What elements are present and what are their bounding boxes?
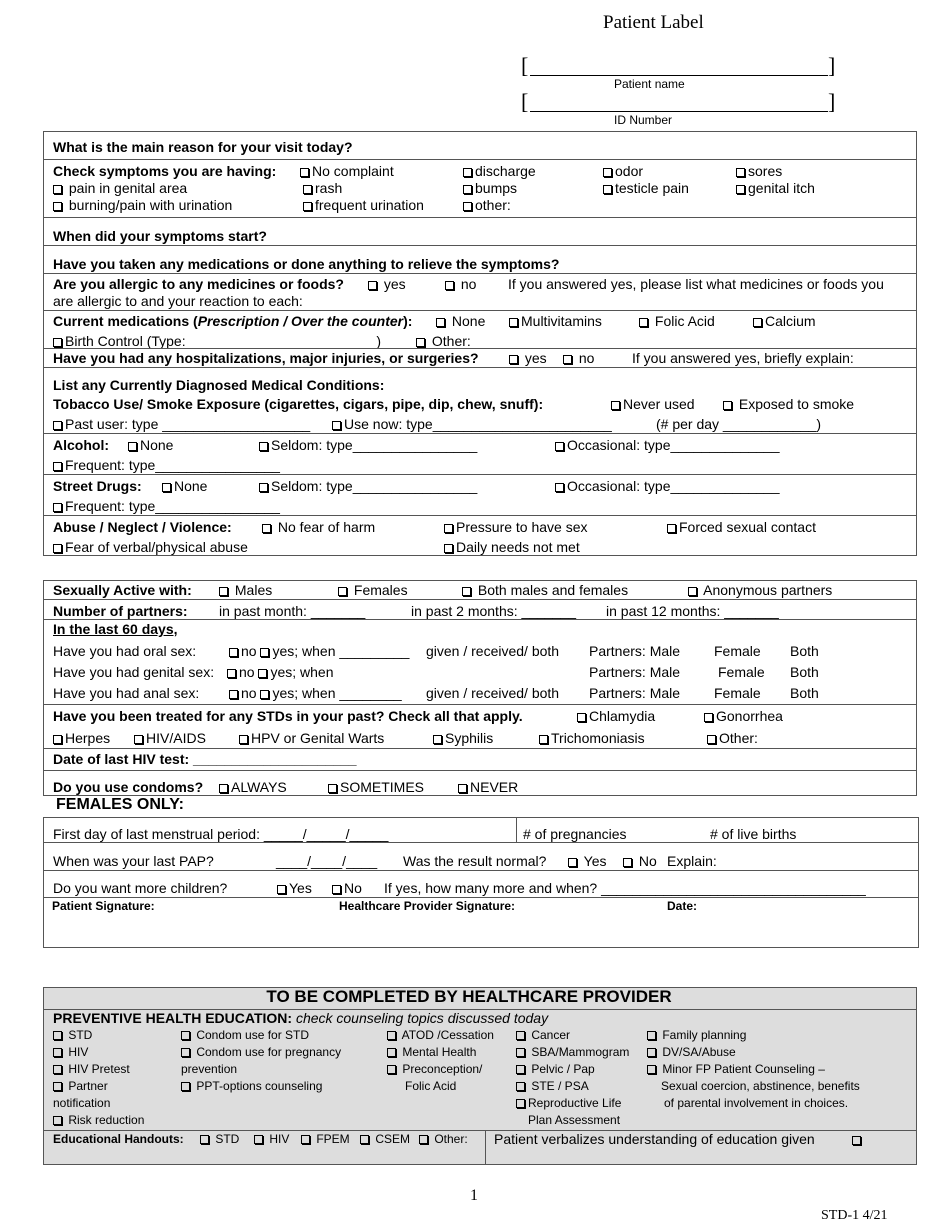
condoms-always[interactable]: ALWAYS	[219, 779, 287, 795]
oral-partners-female: Female	[714, 643, 761, 659]
checkbox-icon	[219, 784, 228, 793]
abuse-fear-verbal[interactable]: Fear of verbal/physical abuse	[53, 539, 248, 555]
checkbox-icon	[229, 690, 238, 699]
checkbox-icon	[128, 442, 137, 451]
page-number: 1	[470, 1187, 478, 1204]
symptom-bumps[interactable]: bumps	[463, 180, 517, 196]
topic-reproductive-life[interactable]: Reproductive Life	[516, 1096, 621, 1110]
drugs-seldom[interactable]: Seldom: type________________	[259, 478, 477, 494]
checkbox-icon	[623, 858, 632, 867]
checkbox-icon	[639, 318, 648, 327]
symptom-sores[interactable]: sores	[736, 163, 782, 179]
checkbox-icon	[360, 1135, 369, 1144]
partners-past-month[interactable]: in past month: _______	[219, 603, 366, 619]
checkbox-icon	[603, 168, 612, 177]
std-hiv-aids[interactable]: HIV/AIDS	[134, 730, 206, 746]
topic-cancer[interactable]: Cancer	[516, 1028, 570, 1042]
condoms-sometimes[interactable]: SOMETIMES	[328, 779, 424, 795]
active-males[interactable]: Males	[219, 582, 272, 598]
verbalizes-checkbox[interactable]	[852, 1131, 864, 1147]
checkbox-icon	[539, 735, 548, 744]
anal-sex-options[interactable]: no yes; when ________	[229, 685, 402, 701]
symptom-discharge[interactable]: discharge	[463, 163, 536, 179]
topic-condom-prevention: prevention	[181, 1062, 238, 1076]
signature-date-label[interactable]: Date:	[667, 899, 698, 913]
topic-plan-assessment: Plan Assessment	[528, 1113, 621, 1127]
checkbox-icon	[555, 483, 564, 492]
checkbox-icon	[577, 713, 586, 722]
std-other[interactable]: Other:	[707, 730, 758, 746]
patient-label-title: Patient Label	[603, 12, 704, 33]
symptom-genital-itch[interactable]: genital itch	[736, 180, 815, 196]
tobacco-exposed[interactable]: Exposed to smoke	[723, 396, 854, 412]
meds-folic-acid[interactable]: Folic Acid	[639, 313, 715, 329]
checkbox-icon	[303, 185, 312, 194]
checkbox-icon	[262, 524, 271, 533]
checkbox-icon	[516, 1065, 525, 1074]
symptom-testicle-pain[interactable]: testicle pain	[603, 180, 689, 196]
checkbox-icon	[516, 1031, 525, 1040]
hospitalization-question: Have you had any hospitalizations, major injuries, or surgeries?	[53, 350, 479, 366]
abuse-forced[interactable]: Forced sexual contact	[667, 519, 816, 535]
topic-mental-health[interactable]: Mental Health	[387, 1045, 476, 1059]
tobacco-never-used[interactable]: Never used	[611, 396, 695, 412]
checkbox-icon	[303, 202, 312, 211]
checkbox-icon	[458, 784, 467, 793]
checkbox-icon	[260, 648, 269, 657]
checkbox-icon	[416, 338, 425, 347]
checkbox-icon	[181, 1031, 190, 1040]
checkbox-icon	[387, 1065, 396, 1074]
checkbox-icon	[462, 587, 471, 596]
topic-minor-fp[interactable]: Minor FP Patient Counseling –	[647, 1062, 825, 1076]
genital-sex-options[interactable]: no yes; when	[227, 664, 334, 680]
sexually-active-label: Sexually Active with:	[53, 582, 192, 598]
tobacco-label: Tobacco Use/ Smoke Exposure (cigarettes, cigars, pipe, dip, chew, snuff):	[53, 396, 544, 412]
provider-section-title: TO BE COMPLETED BY HEALTHCARE PROVIDER	[266, 987, 672, 1006]
checkbox-icon	[688, 587, 697, 596]
topic-risk-reduction[interactable]: Risk reduction	[53, 1113, 144, 1127]
anal-partners-male: Partners: Male	[589, 685, 681, 701]
checkbox-icon	[53, 185, 62, 194]
checkbox-icon	[419, 1135, 428, 1144]
checkbox-icon	[219, 587, 228, 596]
topic-minor-fp-cont2: of parental involvement in choices.	[664, 1096, 849, 1110]
current-medications-label: Current medications (Prescription / Over the counter):	[53, 313, 413, 329]
checkbox-icon	[53, 1065, 62, 1074]
checkbox-icon	[436, 318, 445, 327]
active-both[interactable]: Both males and females	[462, 582, 628, 598]
symptoms-label: Check symptoms you are having:	[53, 163, 277, 179]
checkbox-icon	[53, 421, 62, 430]
symptom-burning[interactable]: burning/pain with urination	[53, 197, 232, 213]
checkbox-icon	[516, 1082, 525, 1091]
std-history-question: Have you been treated for any STDs in your past? Check all that apply.	[53, 708, 523, 724]
checkbox-icon	[568, 858, 577, 867]
topic-family-planning[interactable]: Family planning	[647, 1028, 746, 1042]
handout-other[interactable]: Other:	[419, 1132, 468, 1146]
checkbox-icon	[301, 1135, 310, 1144]
oral-sex-options[interactable]: no yes; when _________	[229, 643, 409, 659]
genital-partners-both: Both	[790, 664, 819, 680]
checkbox-icon	[300, 168, 309, 177]
abuse-label: Abuse / Neglect / Violence:	[53, 519, 232, 535]
partners-past-12-months[interactable]: in past 12 months: _______	[606, 603, 779, 619]
checkbox-icon	[723, 401, 732, 410]
bracket-close: ]	[828, 53, 836, 78]
meds-other[interactable]: Other:	[416, 333, 471, 349]
condoms-never[interactable]: NEVER	[458, 779, 518, 795]
oral-partners-male: Partners: Male	[589, 643, 681, 659]
symptom-frequent-urination[interactable]: frequent urination	[303, 197, 424, 213]
checkbox-icon	[368, 281, 377, 290]
std-herpes[interactable]: Herpes	[53, 730, 110, 746]
checkbox-icon	[387, 1031, 396, 1040]
checkbox-icon	[53, 1082, 62, 1091]
checkbox-icon	[338, 587, 347, 596]
std-gonorrhea[interactable]: Gonorrhea	[704, 708, 783, 724]
checkbox-icon	[53, 1048, 62, 1057]
handout-hiv[interactable]: HIV	[254, 1132, 289, 1146]
handout-csem[interactable]: CSEM	[360, 1132, 410, 1146]
meds-multivitamins[interactable]: Multivitamins	[509, 313, 602, 329]
checkbox-icon	[444, 524, 453, 533]
oral-sex-question: Have you had oral sex:	[53, 643, 197, 659]
bracket-close: ]	[828, 89, 836, 114]
checkbox-icon	[736, 168, 745, 177]
allergy-note-cont: are allergic to and your reaction to each:	[53, 293, 303, 309]
patient-name-field[interactable]	[530, 75, 828, 76]
topic-sba-mammogram[interactable]: SBA/Mammogram	[516, 1045, 629, 1059]
alcohol-seldom[interactable]: Seldom: type________________	[259, 437, 477, 453]
checkbox-icon	[259, 483, 268, 492]
checkbox-icon	[259, 442, 268, 451]
checkbox-icon	[603, 185, 612, 194]
checkbox-icon	[736, 185, 745, 194]
anal-sex-question: Have you had anal sex:	[53, 685, 200, 701]
checkbox-icon	[563, 355, 572, 364]
checkbox-icon	[707, 735, 716, 744]
topic-ppt-options[interactable]: PPT-options counseling	[181, 1079, 322, 1093]
partners-label: Number of partners:	[53, 603, 188, 619]
allergy-note: If you answered yes, please list what medicines or foods you	[508, 276, 884, 292]
topic-folic-acid: Folic Acid	[405, 1079, 457, 1093]
last-60-days-heading: In the last 60 days,	[53, 621, 178, 637]
pap-normal-no[interactable]: No	[623, 853, 657, 869]
checkbox-icon	[53, 544, 62, 553]
checkbox-icon	[53, 462, 62, 471]
checkbox-icon	[200, 1135, 209, 1144]
checkbox-icon	[444, 544, 453, 553]
checkbox-icon	[53, 503, 62, 512]
checkbox-icon	[53, 1031, 62, 1040]
live-births-field[interactable]: # of live births	[710, 826, 797, 842]
anal-given-received: given / received/ both	[426, 685, 560, 701]
checkbox-icon	[516, 1099, 525, 1108]
preventive-education-heading: PREVENTIVE HEALTH EDUCATION: check counseling topics discussed today	[53, 1010, 549, 1026]
children-no[interactable]: No	[332, 880, 362, 896]
checkbox-icon	[227, 669, 236, 678]
alcohol-label: Alcohol:	[53, 437, 109, 453]
checkbox-icon	[704, 713, 713, 722]
bracket-open: [	[521, 89, 529, 114]
checkbox-icon	[277, 885, 286, 894]
checkbox-icon	[162, 483, 171, 492]
topic-hiv[interactable]: HIV	[53, 1045, 88, 1059]
checkbox-icon	[516, 1048, 525, 1057]
menstrual-period-field[interactable]: First day of last menstrual period: _____/_____/_____	[53, 826, 389, 842]
anal-partners-female: Female	[714, 685, 761, 701]
id-number-caption: ID Number	[614, 113, 673, 127]
symptom-other[interactable]: other:	[463, 197, 511, 213]
pap-explain[interactable]: Explain:	[667, 853, 717, 869]
symptom-pain-genital[interactable]: pain in genital area	[53, 180, 187, 196]
checkbox-icon	[667, 524, 676, 533]
checkbox-icon	[181, 1048, 190, 1057]
checkbox-icon	[852, 1136, 861, 1145]
females-only-heading: FEMALES ONLY:	[56, 796, 185, 813]
hospitalization-note: If you answered yes, briefly explain:	[632, 350, 854, 366]
checkbox-icon	[53, 1116, 62, 1125]
oral-given-received: given / received/ both	[426, 643, 560, 659]
educational-handouts: Educational Handouts:	[53, 1132, 184, 1146]
checkbox-icon	[53, 202, 62, 211]
genital-partners-male: Partners: Male	[589, 664, 681, 680]
conditions-question[interactable]: List any Currently Diagnosed Medical Conditions:	[53, 377, 385, 393]
visit-reason-question[interactable]: What is the main reason for your visit today?	[53, 139, 353, 155]
checkbox-icon	[53, 735, 62, 744]
std-hpv[interactable]: HPV or Genital Warts	[239, 730, 384, 746]
children-question: Do you want more children?	[53, 880, 228, 896]
pregnancies-field[interactable]: # of pregnancies	[523, 826, 627, 842]
symptoms-start-question[interactable]: When did your symptoms start?	[53, 228, 267, 244]
symptom-no-complaint[interactable]: No complaint	[300, 163, 394, 179]
handout-fpem[interactable]: FPEM	[301, 1132, 350, 1146]
anal-partners-both: Both	[790, 685, 819, 701]
street-drugs-label: Street Drugs:	[53, 478, 142, 494]
checkbox-icon	[647, 1031, 656, 1040]
checkbox-icon	[753, 318, 762, 327]
genital-sex-question: Have you had genital sex:	[53, 664, 215, 680]
checkbox-icon	[134, 735, 143, 744]
form-id: STD-1 4/21	[821, 1208, 888, 1223]
topic-pelvic-pap[interactable]: Pelvic / Pap	[516, 1062, 595, 1076]
tobacco-per-day[interactable]: (# per day ____________)	[656, 416, 822, 432]
abuse-no-fear[interactable]: No fear of harm	[262, 519, 375, 535]
checkbox-icon	[229, 648, 238, 657]
checkbox-icon	[181, 1082, 190, 1091]
pap-normal-question: Was the result normal?	[403, 853, 547, 869]
std-syphilis[interactable]: Syphilis	[433, 730, 493, 746]
topic-condom-pregnancy[interactable]: Condom use for pregnancy	[181, 1045, 341, 1059]
provider-signature-label[interactable]: Healthcare Provider Signature:	[339, 899, 516, 913]
tobacco-use-now[interactable]: Use now: type_______________________	[332, 416, 612, 432]
checkbox-icon	[445, 281, 454, 290]
hospitalization-yes[interactable]: yes	[509, 350, 547, 366]
meds-relief-question[interactable]: Have you taken any medications or done anything to relieve the symptoms?	[53, 256, 560, 272]
checkbox-icon	[53, 338, 62, 347]
checkbox-icon	[509, 318, 518, 327]
checkbox-icon	[332, 885, 341, 894]
partners-past-2-months[interactable]: in past 2 months: _______	[411, 603, 577, 619]
topic-ste-psa[interactable]: STE / PSA	[516, 1079, 589, 1093]
pap-date-field[interactable]: ____/____/____	[276, 853, 378, 869]
checkbox-icon	[254, 1135, 263, 1144]
topic-dv-sa-abuse[interactable]: DV/SA/Abuse	[647, 1045, 736, 1059]
alcohol-frequent[interactable]: Frequent: type________________	[53, 457, 280, 473]
alcohol-none[interactable]: None	[128, 437, 173, 453]
checkbox-icon	[433, 735, 442, 744]
checkbox-icon	[611, 401, 620, 410]
allergy-no[interactable]: no	[445, 276, 476, 292]
std-chlamydia[interactable]: Chlamydia	[577, 708, 655, 724]
topic-condom-std[interactable]: Condom use for STD	[181, 1028, 309, 1042]
id-number-field[interactable]	[530, 111, 828, 112]
tobacco-past-user[interactable]: Past user: type ___________________	[53, 416, 310, 432]
active-anonymous[interactable]: Anonymous partners	[688, 582, 832, 598]
pap-normal-yes[interactable]: Yes	[568, 853, 606, 869]
checkbox-icon	[387, 1048, 396, 1057]
topic-atod[interactable]: ATOD /Cessation	[387, 1028, 494, 1042]
meds-calcium[interactable]: Calcium	[753, 313, 816, 329]
drugs-occasional[interactable]: Occasional: type______________	[555, 478, 780, 494]
topic-partner-notification: notification	[53, 1096, 111, 1110]
active-females[interactable]: Females	[338, 582, 408, 598]
meds-birth-control[interactable]: Birth Control (Type: ________________________)	[53, 333, 381, 349]
meds-none[interactable]: None	[436, 313, 485, 329]
topic-std[interactable]: STD	[53, 1028, 92, 1042]
allergy-yes[interactable]: yes	[368, 276, 406, 292]
drugs-frequent[interactable]: Frequent: type________________	[53, 498, 280, 514]
genital-partners-female: Female	[718, 664, 765, 680]
abuse-daily-needs[interactable]: Daily needs not met	[444, 539, 580, 555]
checkbox-icon	[463, 202, 472, 211]
symptom-odor[interactable]: odor	[603, 163, 643, 179]
alcohol-occasional[interactable]: Occasional: type______________	[555, 437, 780, 453]
checkbox-icon	[463, 168, 472, 177]
checkbox-icon	[258, 669, 267, 678]
hiv-test-date[interactable]: Date of last HIV test: _____________________	[53, 751, 357, 767]
oral-partners-both: Both	[790, 643, 819, 659]
checkbox-icon	[647, 1048, 656, 1057]
topic-preconception[interactable]: Preconception/	[387, 1062, 482, 1076]
pap-question: When was your last PAP?	[53, 853, 214, 869]
verbalizes-understanding: Patient verbalizes understanding of education given	[494, 1131, 815, 1147]
hospitalization-no[interactable]: no	[563, 350, 594, 366]
condoms-question: Do you use condoms?	[53, 779, 204, 795]
checkbox-icon	[647, 1065, 656, 1074]
symptom-rash[interactable]: rash	[303, 180, 342, 196]
checkbox-icon	[463, 185, 472, 194]
drugs-none[interactable]: None	[162, 478, 207, 494]
bracket-open: [	[521, 53, 529, 78]
std-trichomoniasis[interactable]: Trichomoniasis	[539, 730, 645, 746]
checkbox-icon	[555, 442, 564, 451]
checkbox-icon	[260, 690, 269, 699]
topic-partner[interactable]: Partner	[53, 1079, 108, 1093]
checkbox-icon	[332, 421, 341, 430]
checkbox-icon	[509, 355, 518, 364]
children-yes[interactable]: Yes	[277, 880, 312, 896]
checkbox-icon	[239, 735, 248, 744]
children-how-many[interactable]: If yes, how many more and when? __________________________________	[384, 880, 866, 896]
topic-hiv-pretest[interactable]: HIV Pretest	[53, 1062, 130, 1076]
patient-name-caption: Patient name	[614, 77, 685, 91]
handout-std[interactable]: STD	[200, 1132, 239, 1146]
checkbox-icon	[328, 784, 337, 793]
abuse-pressure[interactable]: Pressure to have sex	[444, 519, 588, 535]
allergy-question: Are you allergic to any medicines or foods?	[53, 276, 344, 292]
topic-minor-fp-cont1: Sexual coercion, abstinence, benefits	[661, 1079, 860, 1093]
patient-signature-label[interactable]: Patient Signature:	[52, 899, 155, 913]
